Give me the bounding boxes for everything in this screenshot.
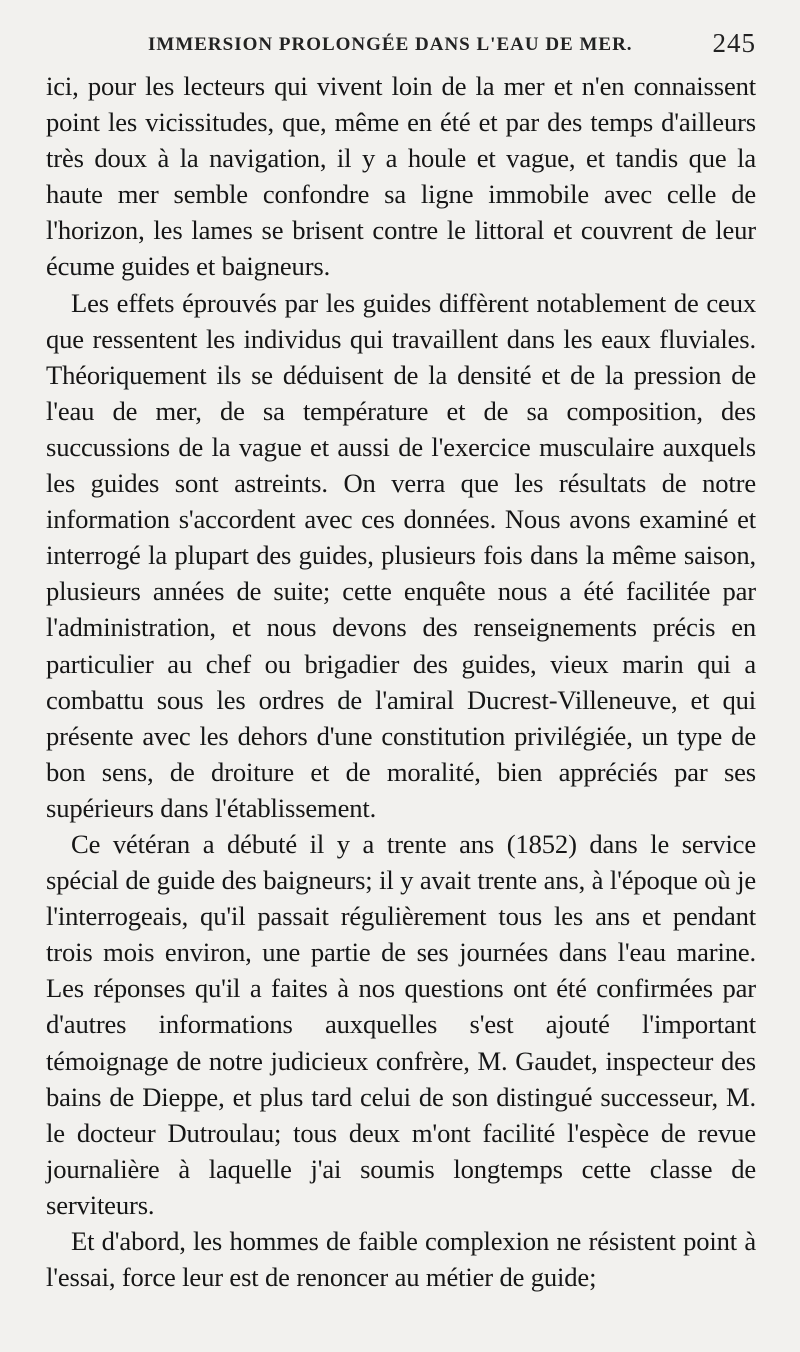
paragraph-continued: ici, pour les lecteurs qui vivent loin de la mer et n'en connaissent point les vicissitudes, que, même en été et par des temps d'ailleurs très doux à la navigation, il y a houle et vague, et tandis que la haute mer semble confondre sa ligne immobile avec celle de l'horizon, les lames se brisent contre le littoral et couvrent de leur écume guides et baigneurs. — [46, 71, 756, 282]
paragraph-veteran: Ce vétéran a débuté il y a trente ans (1852) dans le service spécial de guide des baigneurs; il y avait trente ans, à l'époque où je l'interrogeais, qu'il passait régulièrement tous les ans et pendant trois mois environ, une partie de ses journées dans l'eau marine. Les réponses qu'il a faites à nos questions ont été confirmées par d'autres informations auxquelles s'est ajouté l'important témoignage de notre judicieux confrère, M. Gaudet, inspecteur des bains de Dieppe, et plus tard celui de son distingué successeur, M. le docteur Dutroulau; tous deux m'ont facilité l'espèce de revue journalière à laquelle j'ai soumis longtemps cette classe de serviteurs. — [46, 828, 756, 1220]
running-title: IMMERSION PROLONGÉE DANS L'EAU DE MER. — [148, 34, 633, 55]
page-number: 245 — [712, 28, 756, 58]
running-head — [46, 28, 756, 68]
paragraph-weak-complexion: Et d'abord, les hommes de faible complexion ne résistent point à l'essai, force leur est de renoncer au métier de guide; — [46, 1226, 756, 1293]
paragraph-guides-effects: Les effets éprouvés par les guides diffèrent notablement de ceux que ressentent les individus qui travaillent dans les eaux fluviales. Théoriquement ils se déduisent de la densité et de la pression de l'eau de mer, de sa température et de sa composition, des succussions de la vague et aussi de l'exercice musculaire auxquels les guides sont astreints. On verra que les résultats de notre information s'accordent avec ces données. Nous avons examiné et interrogé la plupart des guides, plusieurs fois dans la même saison, plusieurs années de suite; cette enquête nous a été facilitée par l'administration, et nous devons des renseignements précis en particulier au chef ou brigadier des guides, vieux marin qui a combattu sous les ordres de l'amiral Ducrest-Villeneuve, et qui présente avec les dehors d'une constitution privilégiée, un type de bon sens, de droiture et de moralité, bien appréciés par ses supérieurs dans l'établissement. — [46, 287, 756, 823]
body-text — [46, 68, 756, 1295]
